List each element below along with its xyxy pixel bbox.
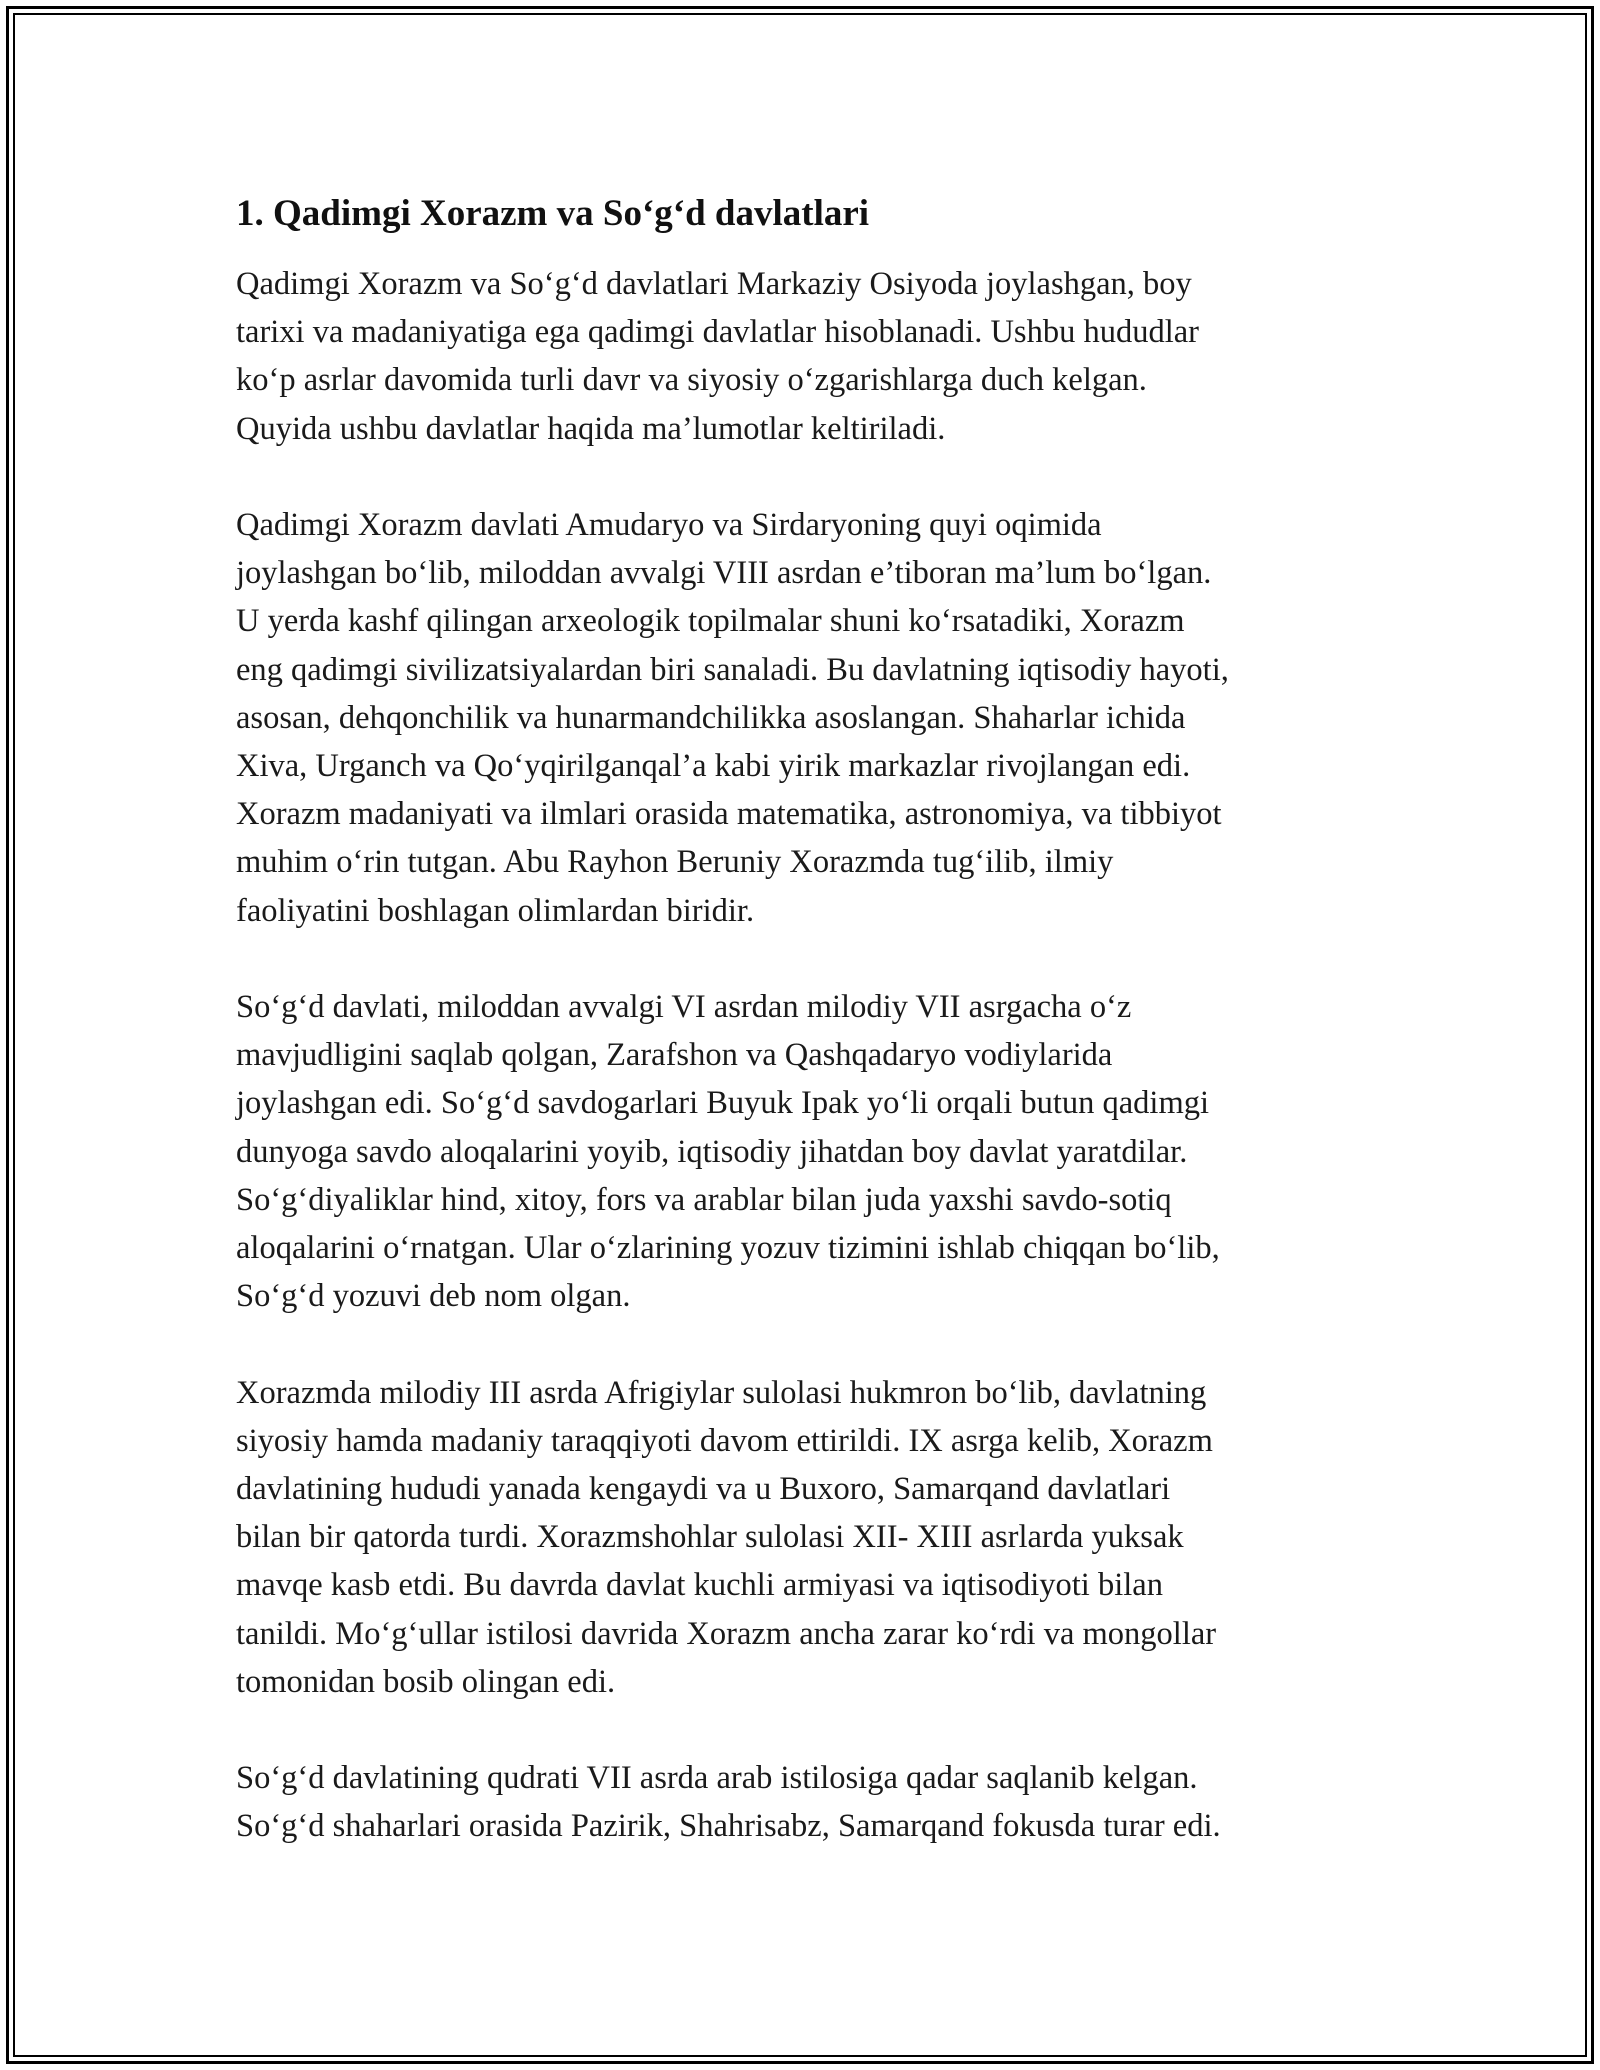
paragraph-4: Xorazmda milodiy III asrda Afrigiylar sulolasi hukmron bo‘lib, davlatning siyosiy hamda madaniy taraqqiyoti davom ettirildi. IX asrga kelib, Xorazm davlatining hududi yanada kengaydi va u Buxoro, Samarqand davlatlari bilan bir qatorda turdi. Xorazmshohlar sulolasi XII- XIII asrlarda yuksak mavqe kasb etdi. Bu davrda davlat kuchli armiyasi va iqtisodiyoti bilan tanildi. Mo‘g‘ullar istilosi davrida Xorazm ancha zarar ko‘rdi va mongollar tomonidan bosib olingan edi. <box>236 1374 1217 1700</box>
paragraph-5: So‘g‘d davlatining qudrati VII asrda arab istilosiga qadar saqlanib kelgan. So‘g‘d shaharlari orasida Pazirik, Shahrisabz, Samarqand fokusda turar edi. <box>236 1760 1221 1845</box>
paragraph-2: Qadimgi Xorazm davlati Amudaryo va Sirdaryoning quyi oqimida joylashgan bo‘lib, miloddan avvalgi VIII asrdan e’tiboran ma’lum bo‘lgan. U yerda kashf qilingan arxeologik topilmalar shuni ko‘rsatadiki, Xorazm eng qadimgi sivilizatsiyalardan biri sanaladi. Bu davlatning iqtisodiy hayoti, asosan, dehqonchilik va hunarmandchilikka asoslangan. Shaharlar ichida Xiva, Urganch va Qo‘yqirilganqal’a kabi yirik markazlar rivojlangan edi. Xorazm madaniyati va ilmlari orasida matematika, astronomiya, va tibbiyot muhim o‘rin tutgan. Abu Rayhon Beruniy Xorazmda tug‘ilib, ilmiy faoliyatini boshlagan olimlardan biridir. <box>236 507 1229 929</box>
paragraph-3: So‘g‘d davlati, miloddan avvalgi VI asrdan milodiy VII asrgacha o‘z mavjudligini saqlab qolgan, Zarafshon va Qashqadaryo vodiylarida joylashgan edi. So‘g‘d savdogarlari Buyuk Ipak yo‘li orqali butun qadimgi dunyoga savdo aloqalarini yoyib, iqtisodiy jihatdan boy davlat yaratdilar. So‘g‘diyaliklar hind, xitoy, fors va arablar bilan juda yaxshi savdo-sotiq aloqalarini o‘rnatgan. Ular o‘zlarining yozuv tizimini ishlab chiqqan bo‘lib, So‘g‘d yozuvi deb nom olgan. <box>236 989 1220 1315</box>
paragraph-1: Qadimgi Xorazm va So‘g‘d davlatlari Markaziy Osiyoda joylashgan, boy tarixi va madaniyatiga ega qadimgi davlatlar hisoblanadi. Ushbu hududlar ko‘p asrlar davomida turli davr va siyosiy o‘zgarishlarga duch kelgan. Quyida ushbu davlatlar haqida ma’lumotlar keltiriladi. <box>236 266 1199 447</box>
page-title: 1. Qadimgi Xorazm va So‘g‘d davlatlari <box>236 193 870 234</box>
document-body <box>236 190 1366 1899</box>
